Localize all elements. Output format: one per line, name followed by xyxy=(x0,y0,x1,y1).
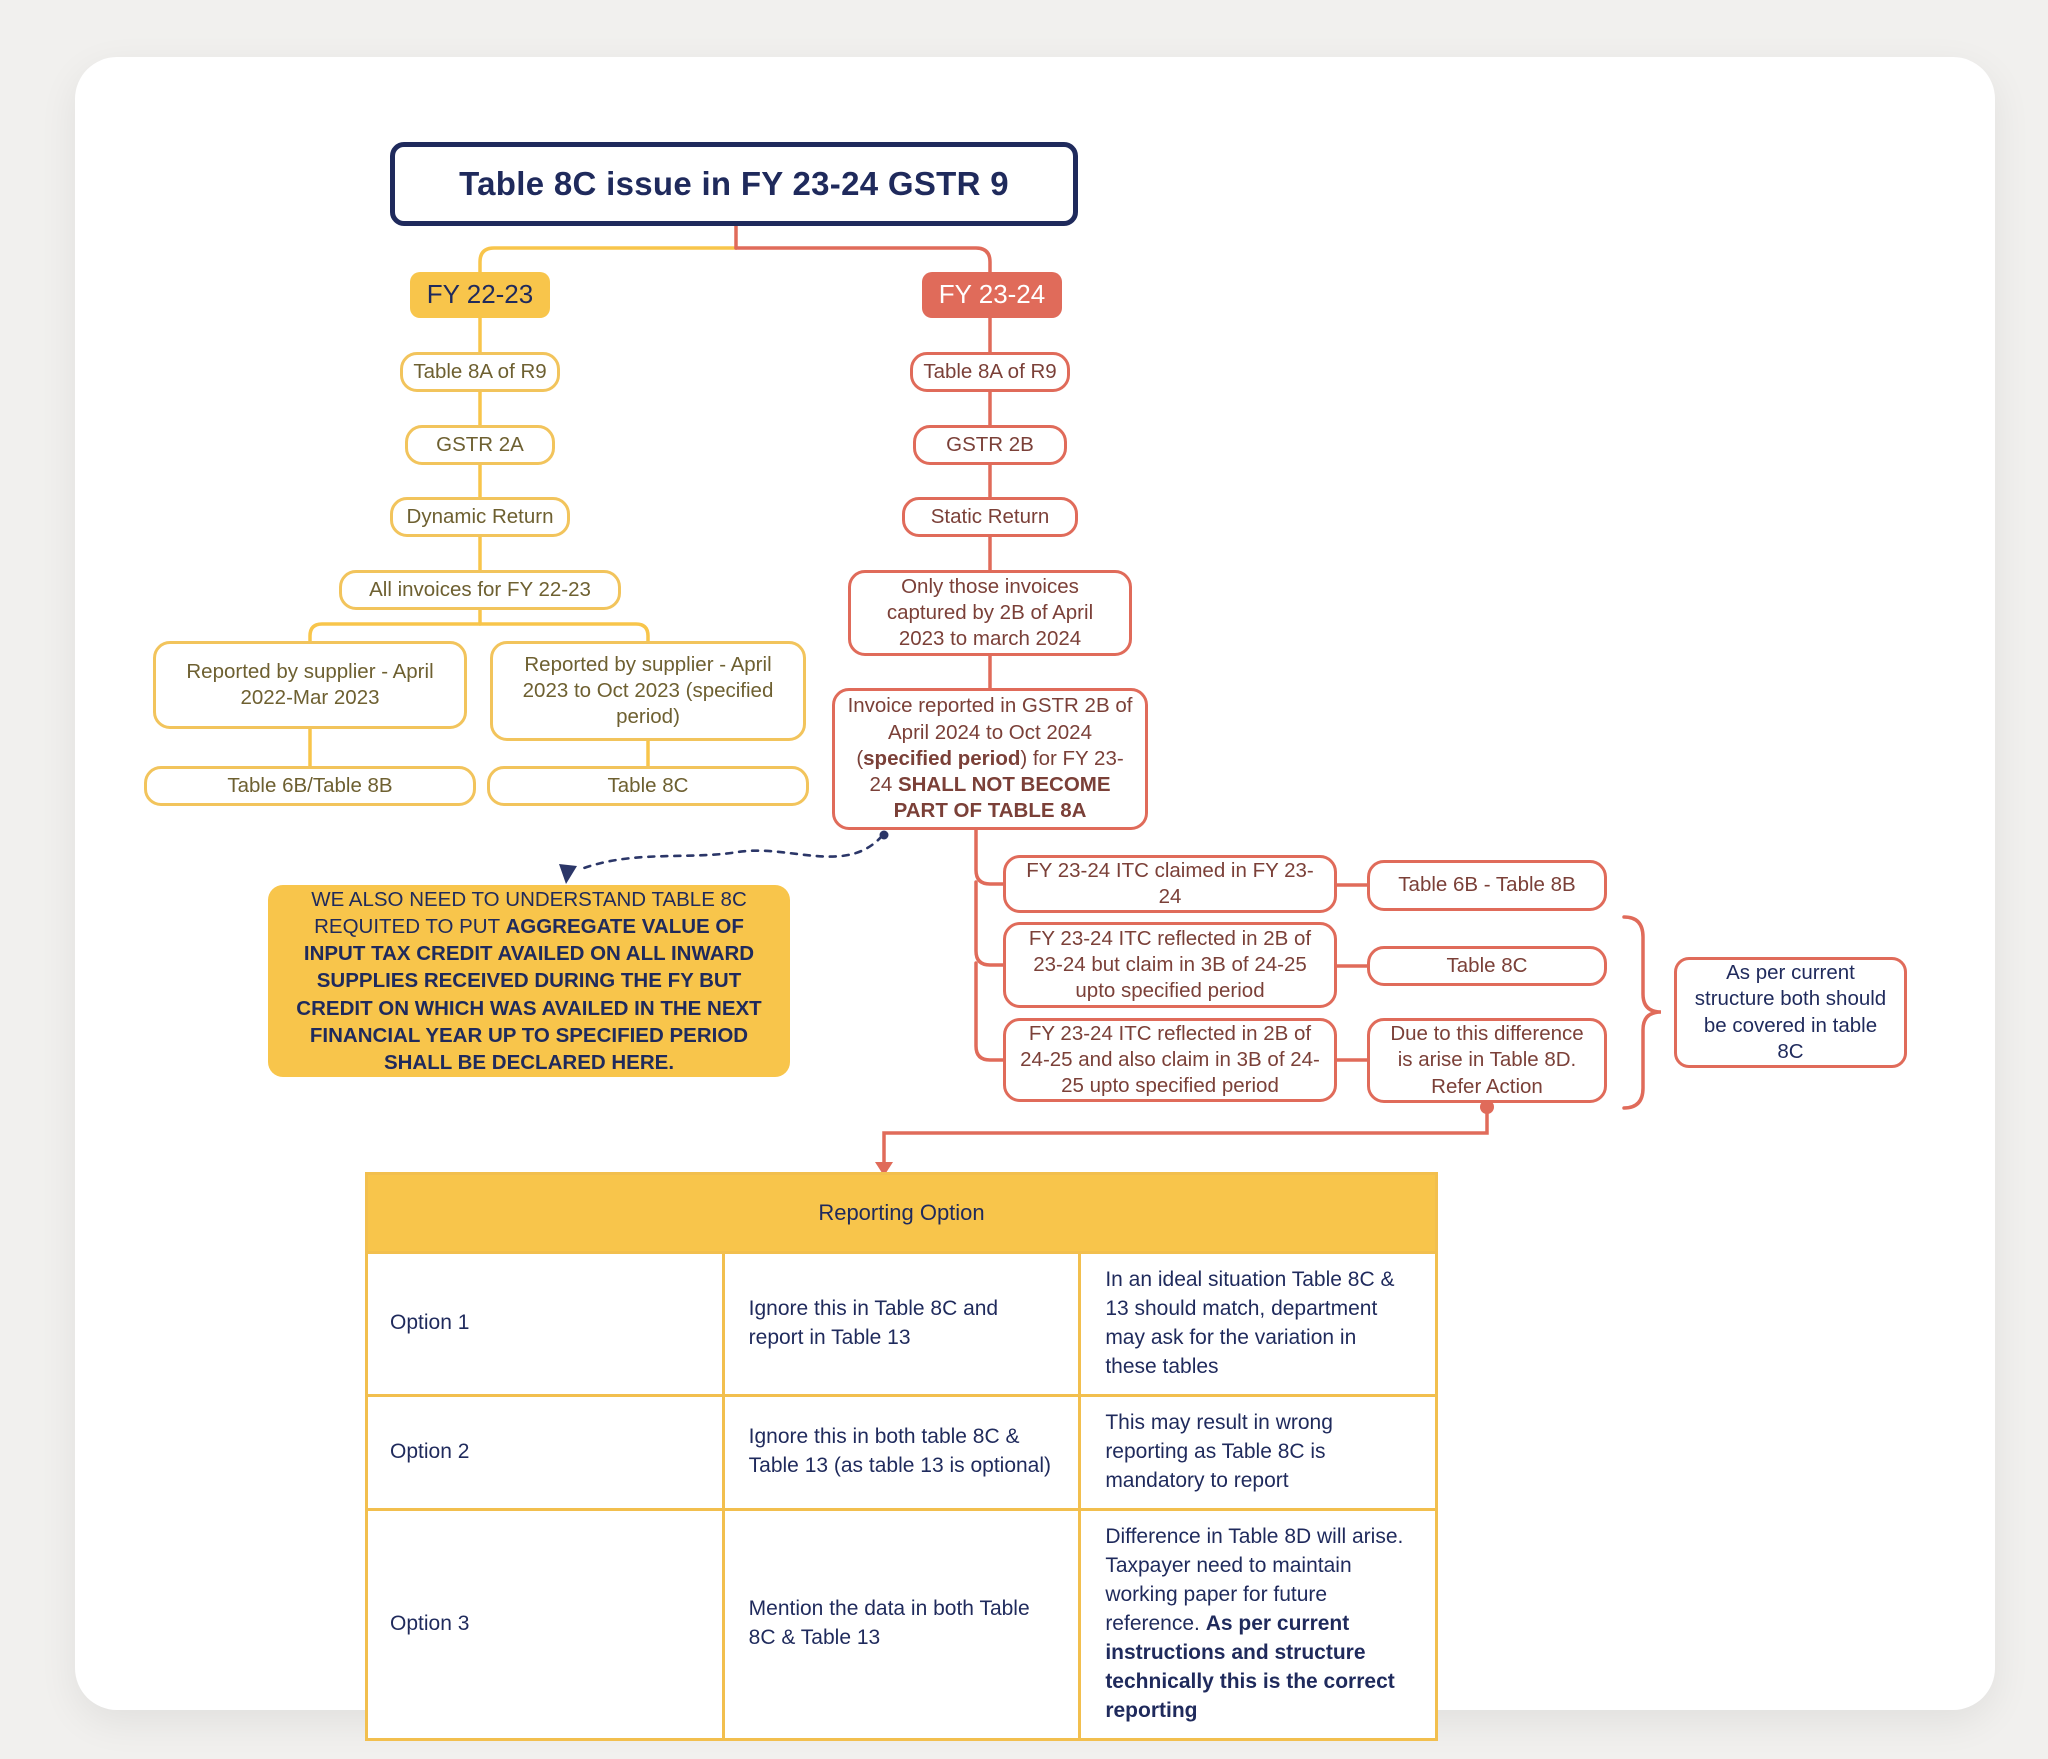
badge-fy-22-23: FY 22-23 xyxy=(410,272,550,318)
node-reported-supplier-2022-2023: Reported by supplier - April 2022-Mar 2023 xyxy=(153,641,467,729)
node-all-invoices-fy-22-23: All invoices for FY 22-23 xyxy=(339,570,621,610)
table-row xyxy=(367,1253,1437,1396)
node-itc-2b-2324-claim-2425: FY 23-24 ITC reflected in 2B of 23-24 but claim in 3B of 24-25 upto specified period xyxy=(1003,922,1337,1008)
node-table-8a-of-r9-left: Table 8A of R9 xyxy=(400,352,560,392)
option-2-label: Option 2 xyxy=(367,1395,724,1509)
option-3-note: Difference in Table 8D will arise. Taxpayer need to maintain working paper for future reference. As per current instructions and structure technically this is the correct reporting xyxy=(1080,1509,1437,1739)
node-only-2b-invoices: Only those invoices captured by 2B of April 2023 to march 2024 xyxy=(848,570,1132,656)
node-static-return: Static Return xyxy=(902,497,1078,537)
node-dynamic-return: Dynamic Return xyxy=(390,497,570,537)
node-gstr-2b: GSTR 2B xyxy=(913,425,1067,465)
table-8c-explanation-note: WE ALSO NEED TO UNDERSTAND TABLE 8C REQUITED TO PUT AGGREGATE VALUE OF INPUT TAX CREDIT AVAILED ON ALL INWARD SUPPLIES RECEIVED DURING THE FY BUT CREDIT ON WHICH WAS AVAILED IN THE NEXT FINANCIAL YEAR UP TO SPECIFIED PERIOD SHALL BE DECLARED HERE. xyxy=(268,885,790,1077)
option-1-action: Ignore this in Table 8C and report in Table 13 xyxy=(723,1253,1080,1396)
node-gstr-2a: GSTR 2A xyxy=(405,425,555,465)
node-result-table-6b-8b: Table 6B - Table 8B xyxy=(1367,860,1607,911)
node-result-table-8c: Table 8C xyxy=(1367,946,1607,986)
option-3-label: Option 3 xyxy=(367,1509,724,1739)
reporting-table-header: Reporting Option xyxy=(367,1174,1437,1253)
option-3-action: Mention the data in both Table 8C & Table 13 xyxy=(723,1509,1080,1739)
option-2-action: Ignore this in both table 8C & Table 13 (as table 13 is optional) xyxy=(723,1395,1080,1509)
table-row xyxy=(367,1395,1437,1509)
reporting-options-table xyxy=(365,1172,1438,1741)
node-invoice-not-part-of-8a: Invoice reported in GSTR 2B of April 2024 to Oct 2024 (specified period) for FY 23-24 SHALL NOT BECOME PART OF TABLE 8A xyxy=(832,688,1148,830)
node-table-8a-of-r9-right: Table 8A of R9 xyxy=(910,352,1070,392)
option-1-note: In an ideal situation Table 8C & 13 should match, department may ask for the variation in these tables xyxy=(1080,1253,1437,1396)
option-2-note: This may result in wrong reporting as Table 8C is mandatory to report xyxy=(1080,1395,1437,1509)
node-itc-claimed-23-24: FY 23-24 ITC claimed in FY 23-24 xyxy=(1003,855,1337,913)
node-difference-table-8d: Due to this difference is arise in Table 8D. Refer Action xyxy=(1367,1018,1607,1103)
option-1-label: Option 1 xyxy=(367,1253,724,1396)
node-table-8c-left: Table 8C xyxy=(487,766,809,806)
badge-fy-23-24: FY 23-24 xyxy=(922,272,1062,318)
diagram-title: Table 8C issue in FY 23-24 GSTR 9 xyxy=(390,142,1078,226)
node-reported-supplier-2023-oct: Reported by supplier - April 2023 to Oct 2023 (specified period) xyxy=(490,641,806,741)
node-as-per-current-structure: As per current structure both should be covered in table 8C xyxy=(1674,957,1907,1068)
node-table-6b-table-8b: Table 6B/Table 8B xyxy=(144,766,476,806)
node-itc-2b-2425-claim-2425: FY 23-24 ITC reflected in 2B of 24-25 and also claim in 3B of 24-25 upto specified period xyxy=(1003,1018,1337,1102)
table-row xyxy=(367,1509,1437,1739)
